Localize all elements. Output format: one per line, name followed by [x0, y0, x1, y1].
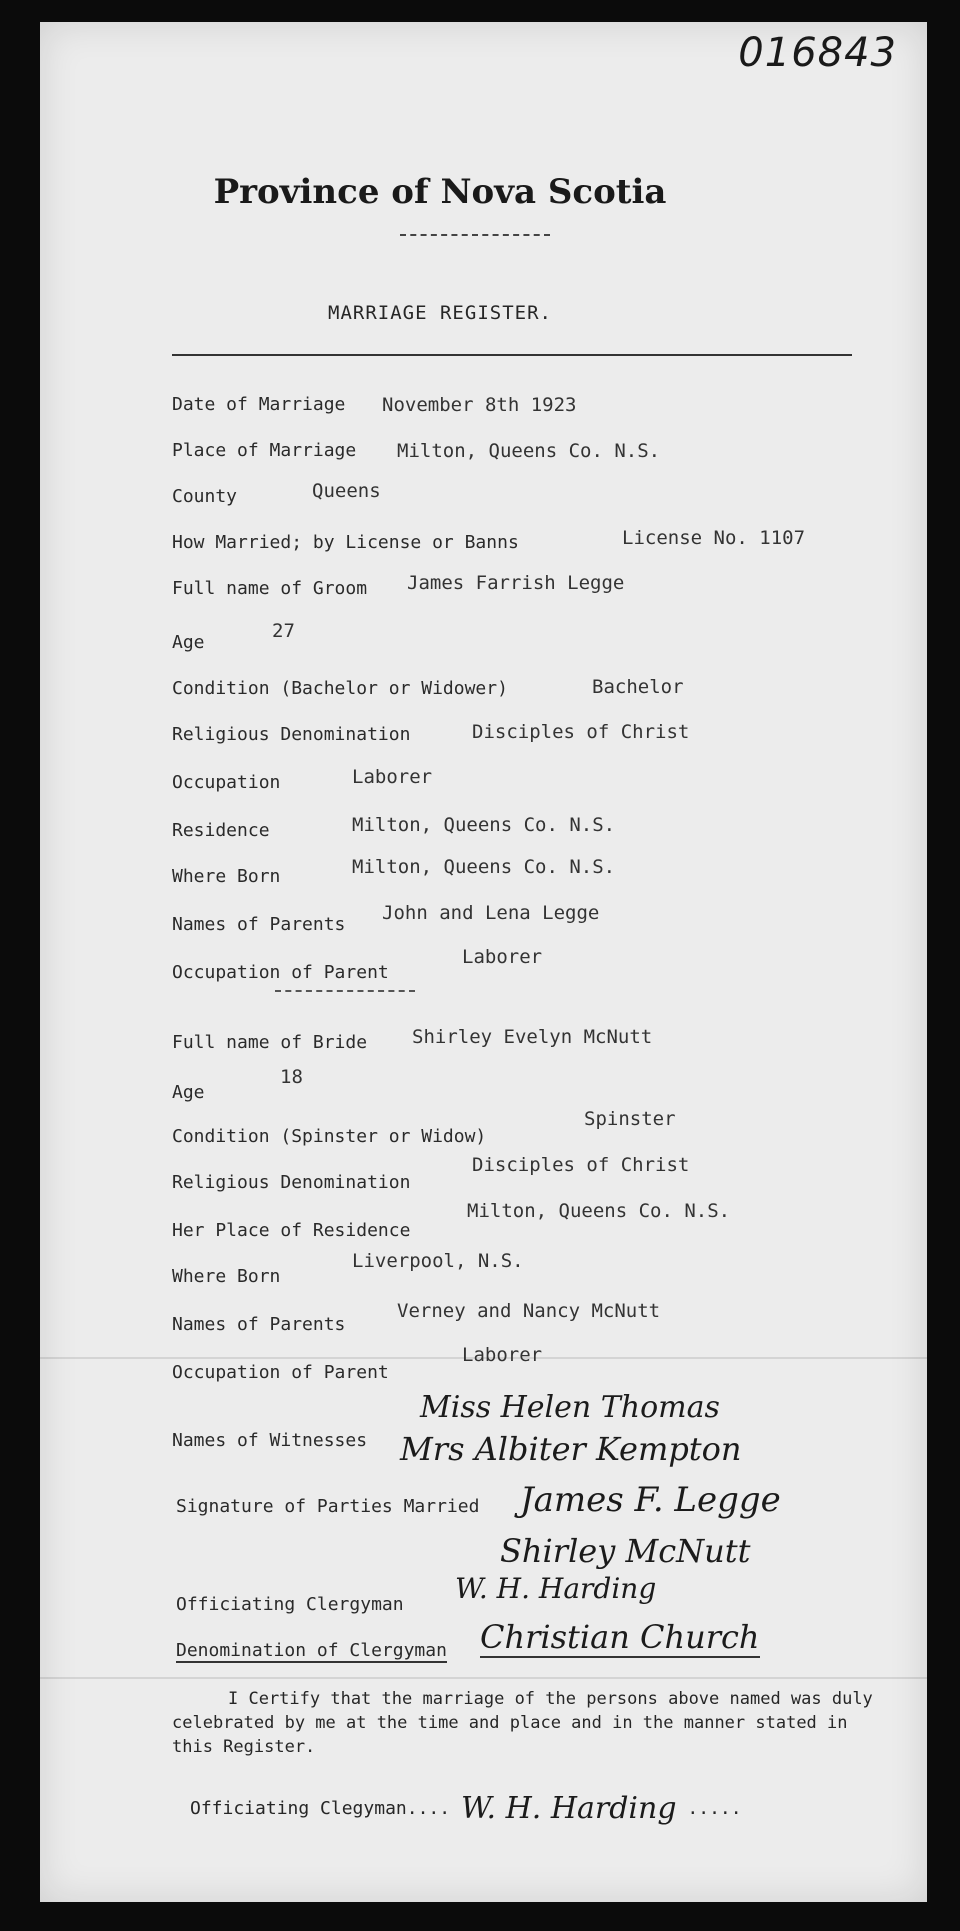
field-county	[172, 480, 892, 520]
field-value: Milton, Queens Co. N.S.	[352, 856, 616, 878]
field-groom-occupation	[172, 766, 892, 806]
field-value: John and Lena Legge	[382, 902, 600, 924]
field-label: Residence	[172, 820, 270, 841]
field-groom-condition	[172, 678, 892, 712]
field-label: Place of Marriage	[172, 440, 357, 461]
field-label: Occupation of Parent	[172, 1362, 389, 1383]
field-value: Laborer	[462, 1344, 543, 1366]
field-label: Occupation of Parent	[172, 962, 389, 983]
witness-1-handwriting: Miss Helen Thomas	[420, 1390, 720, 1425]
field-value: November 8th 1923	[382, 394, 577, 416]
province-title: Province of Nova Scotia	[213, 172, 667, 212]
field-how-married	[172, 527, 892, 566]
field-value: Laborer	[462, 946, 543, 968]
field-label: Names of Witnesses	[172, 1430, 368, 1451]
field-bride-residence	[172, 1200, 892, 1254]
paper-fold-line	[40, 1677, 927, 1679]
field-label: Her Place of Residence	[172, 1220, 411, 1241]
field-groom-name	[172, 572, 892, 612]
field-value: Milton, Queens Co. N.S.	[352, 814, 616, 836]
field-value: Disciples of Christ	[472, 1154, 690, 1176]
field-label: Where Born	[172, 1266, 281, 1287]
field-label: Officiating Clergyman	[176, 1594, 404, 1615]
field-value: Bachelor	[592, 676, 684, 698]
bride-signature: Shirley McNutt	[500, 1532, 751, 1570]
field-label: Officiating Clegyman....	[190, 1798, 451, 1819]
field-label: Signature of Parties Married	[176, 1496, 480, 1517]
field-groom-age	[172, 620, 892, 666]
field-label: Full name of Bride	[172, 1032, 368, 1053]
field-label: Condition (Bachelor or Widower)	[172, 678, 508, 699]
certification-text	[172, 1687, 882, 1759]
certification-body: I Certify that the marriage of the persons above named was duly celebrated by me at the time and place and in the manner stated in this Register.	[172, 1689, 873, 1757]
field-value: Milton, Queens Co. N.S.	[397, 440, 661, 462]
field-label: Occupation	[172, 772, 281, 793]
field-bride-name	[172, 1026, 892, 1066]
field-label: Full name of Groom	[172, 578, 368, 599]
trailing-dots: .....	[687, 1798, 742, 1819]
field-label: Age	[172, 632, 205, 653]
field-label: Where Born	[172, 866, 281, 887]
field-value: Shirley Evelyn McNutt	[412, 1026, 653, 1048]
register-title: MARRIAGE REGISTER.	[328, 302, 552, 324]
field-bride-age	[172, 1066, 892, 1116]
witness-2-handwriting: Mrs Albiter Kempton	[400, 1430, 742, 1468]
field-groom-birthplace	[172, 856, 892, 900]
field-label: Condition (Spinster or Widow)	[172, 1126, 487, 1147]
field-value: License No. 1107	[622, 527, 806, 549]
field-label: Religious Denomination	[172, 724, 411, 745]
field-place-of-marriage	[172, 440, 892, 474]
field-value: Milton, Queens Co. N.S.	[467, 1200, 731, 1222]
marriage-register-document	[40, 22, 927, 1902]
record-number: 016843	[738, 30, 897, 76]
field-value: Spinster	[584, 1108, 676, 1130]
field-groom-residence	[172, 814, 892, 854]
final-clergyman-signature: W. H. Harding	[460, 1791, 677, 1826]
field-value: James Farrish Legge	[407, 572, 625, 594]
final-clergyman-line	[190, 1787, 742, 1826]
clergyman-signature: W. H. Harding	[455, 1572, 657, 1605]
field-value: Verney and Nancy McNutt	[397, 1300, 661, 1322]
field-value: Disciples of Christ	[472, 721, 690, 743]
field-value: 18	[280, 1066, 303, 1088]
section-divider	[275, 990, 415, 992]
field-label: How Married; by License or Banns	[172, 532, 519, 553]
field-value: Queens	[312, 480, 381, 502]
denomination-handwriting: Christian Church	[480, 1618, 760, 1656]
field-label: Names of Parents	[172, 1314, 346, 1335]
title-divider	[400, 234, 550, 236]
field-label: Names of Parents	[172, 914, 346, 935]
field-bride-parents	[172, 1300, 892, 1348]
field-label: County	[172, 486, 238, 507]
field-label: Religious Denomination	[172, 1172, 411, 1193]
field-label: Date of Marriage	[172, 394, 346, 415]
field-groom-parents	[172, 902, 892, 948]
field-groom-religion	[172, 721, 892, 758]
groom-signature: James F. Legge	[520, 1480, 781, 1520]
field-date-of-marriage	[172, 394, 892, 428]
header-rule	[172, 354, 852, 356]
field-label: Denomination of Clergyman	[176, 1640, 447, 1661]
field-label: Age	[172, 1082, 205, 1103]
field-value: Laborer	[352, 766, 433, 788]
field-value: Liverpool, N.S.	[352, 1250, 524, 1272]
field-value: 27	[272, 620, 295, 642]
field-bride-birthplace	[172, 1250, 892, 1300]
